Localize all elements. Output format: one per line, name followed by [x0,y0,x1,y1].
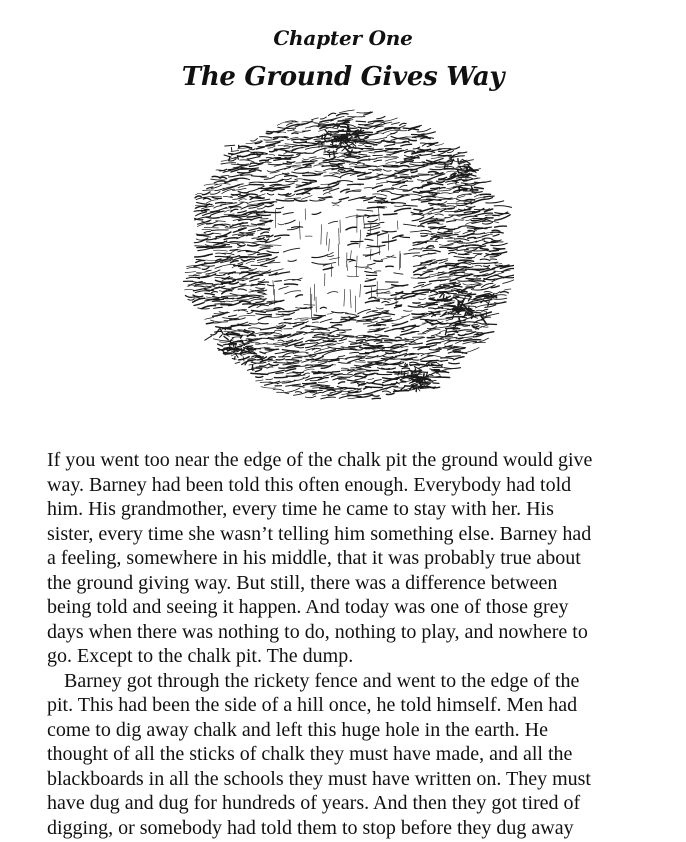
text-line: If you went too near the edge of the chalk pit the ground would give [47,449,593,471]
paragraph-2 [47,669,655,841]
text-line: blackboards in all the schools they must have written on. They must [47,767,591,790]
text-line: the ground giving way. But still, there was a difference between [47,571,558,594]
text-line: a feeling, somewhere in his middle, that it was probably true about [47,547,581,569]
text-line: way. Barney had been told this often enough. Everybody had told [47,473,572,496]
chapter-label: Chapter One [273,26,413,50]
text-line: sister, every time she wasn’t telling him something else. Barney had [47,522,592,545]
text-line: Barney got through the rickety fence and went to the edge of the [64,669,580,692]
text-line: digging, or somebody had told them to stop before they dug away [47,816,574,839]
text-line: have dug and dug for hundreds of years. And then they got tired of [47,792,581,814]
chapter-title: The Ground Gives Way [181,62,505,92]
text-line: him. His grandmother, every time he came to stay with her. His [47,498,554,520]
text-line: go. Except to the chalk pit. The dump. [47,645,354,667]
text-line: days when there was nothing to do, nothing to play, and nowhere to [47,620,588,643]
text-line: come to dig away chalk and left this huge hole in the earth. He [47,718,548,741]
chalk-pit-illustration [172,108,514,402]
text-line: thought of all the sticks of chalk they must have made, and all the [47,743,573,765]
text-line: pit. This had been the side of a hill once, he told himself. Men had [47,694,578,716]
paragraph-1 [47,448,655,669]
story-text [47,448,655,840]
text-line: being told and seeing it happen. And today was one of those grey [47,596,569,618]
